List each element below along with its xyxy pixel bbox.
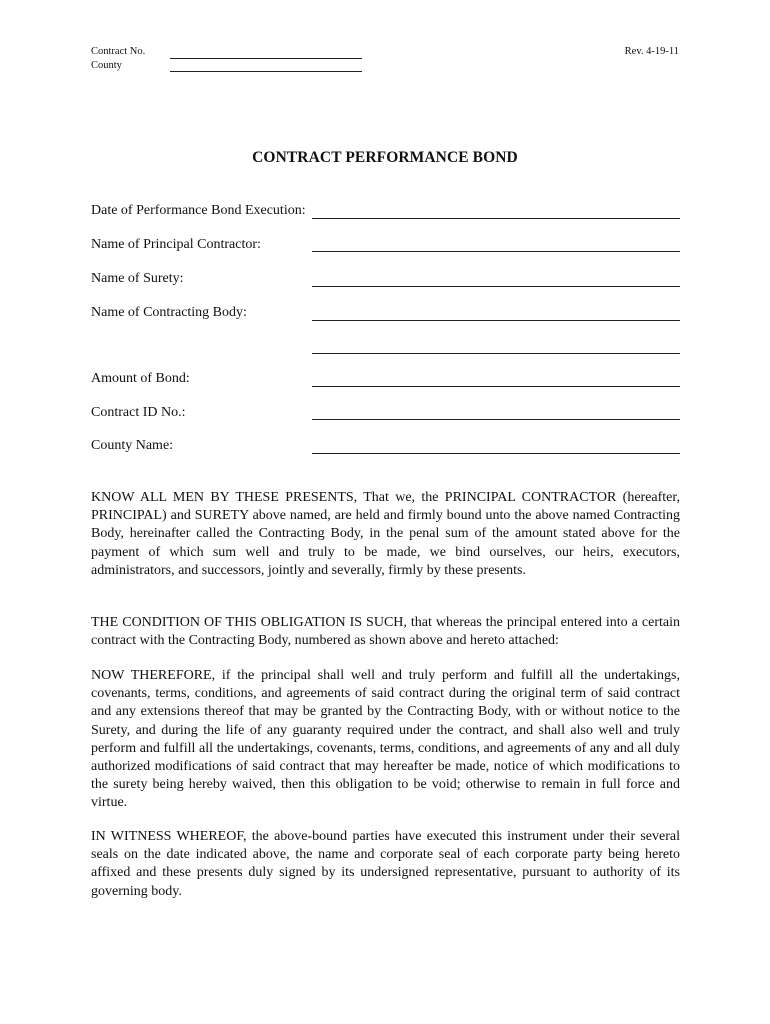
know-all-men-paragraph: KNOW ALL MEN BY THESE PRESENTS, That we, the PRINCIPAL CONTRACTOR (hereafter, PRINCIPAL) and SURETY above named, are held and firmly bound unto the above named Contracting Body, hereinafter called the Contracting Body, in the penal sum of the amount stated above for the payment of which sum well and truly to be made, we bind ourselves, our heirs, executors, administrators, and successors, jointly and severally, firmly by these presents. (91, 490, 680, 578)
revision-label: Rev. 4-19-11 (624, 46, 679, 57)
contracting-body-field-line-2[interactable] (312, 353, 680, 354)
contracting-body-field-line[interactable] (312, 320, 680, 321)
date-of-execution-label: Date of Performance Bond Execution: (91, 203, 306, 218)
contract-no-field-line[interactable] (170, 58, 362, 59)
condition-paragraph: THE CONDITION OF THIS OBLIGATION IS SUCH, that whereas the principal entered into a certain contract with the Contracting Body, numbered as shown above and hereto attached: (91, 615, 680, 649)
surety-field-line[interactable] (312, 286, 680, 287)
surety-label: Name of Surety: (91, 271, 184, 286)
contracting-body-label: Name of Contracting Body: (91, 305, 247, 320)
county-name-field-line[interactable] (312, 453, 680, 454)
amount-of-bond-field-line[interactable] (312, 386, 680, 387)
in-witness-paragraph: IN WITNESS WHEREOF, the above-bound parties have executed this instrument under their several seals on the date indicated above, the name and corporate seal of each corporate party being hereto affixed and these presents duly signed by its undersigned representative, pursuant to authority of its governing body. (91, 829, 680, 899)
contract-id-field-line[interactable] (312, 419, 680, 420)
now-therefore-paragraph: NOW THEREFORE, if the principal shall well and truly perform and fulfill all the undertakings, covenants, terms, conditions, and agreements of said contract during the original term of said contract and any extensions thereof that may be granted by the Contracting Body, with or without notice to the Surety, and during the life of any guaranty required under the contract, and shall also well and truly perform and fulfill all the undertakings, covenants, terms, conditions, and agreements of any and all duly authorized modifications of said contract that may hereafter be made, notice of which modifications to the surety being hereby waived, then this obligation to be void; otherwise to remain in full force and virtue. (91, 668, 680, 811)
amount-of-bond-label: Amount of Bond: (91, 371, 190, 386)
contract-no-label: Contract No. (91, 46, 146, 57)
contract-id-label: Contract ID No.: (91, 405, 186, 420)
principal-contractor-field-line[interactable] (312, 251, 680, 252)
county-name-label: County Name: (91, 438, 174, 453)
county-field-line[interactable] (170, 71, 362, 72)
document-title: CONTRACT PERFORMANCE BOND (252, 149, 518, 166)
date-of-execution-field-line[interactable] (312, 218, 680, 219)
county-label: County (91, 60, 122, 71)
principal-contractor-label: Name of Principal Contractor: (91, 237, 261, 252)
